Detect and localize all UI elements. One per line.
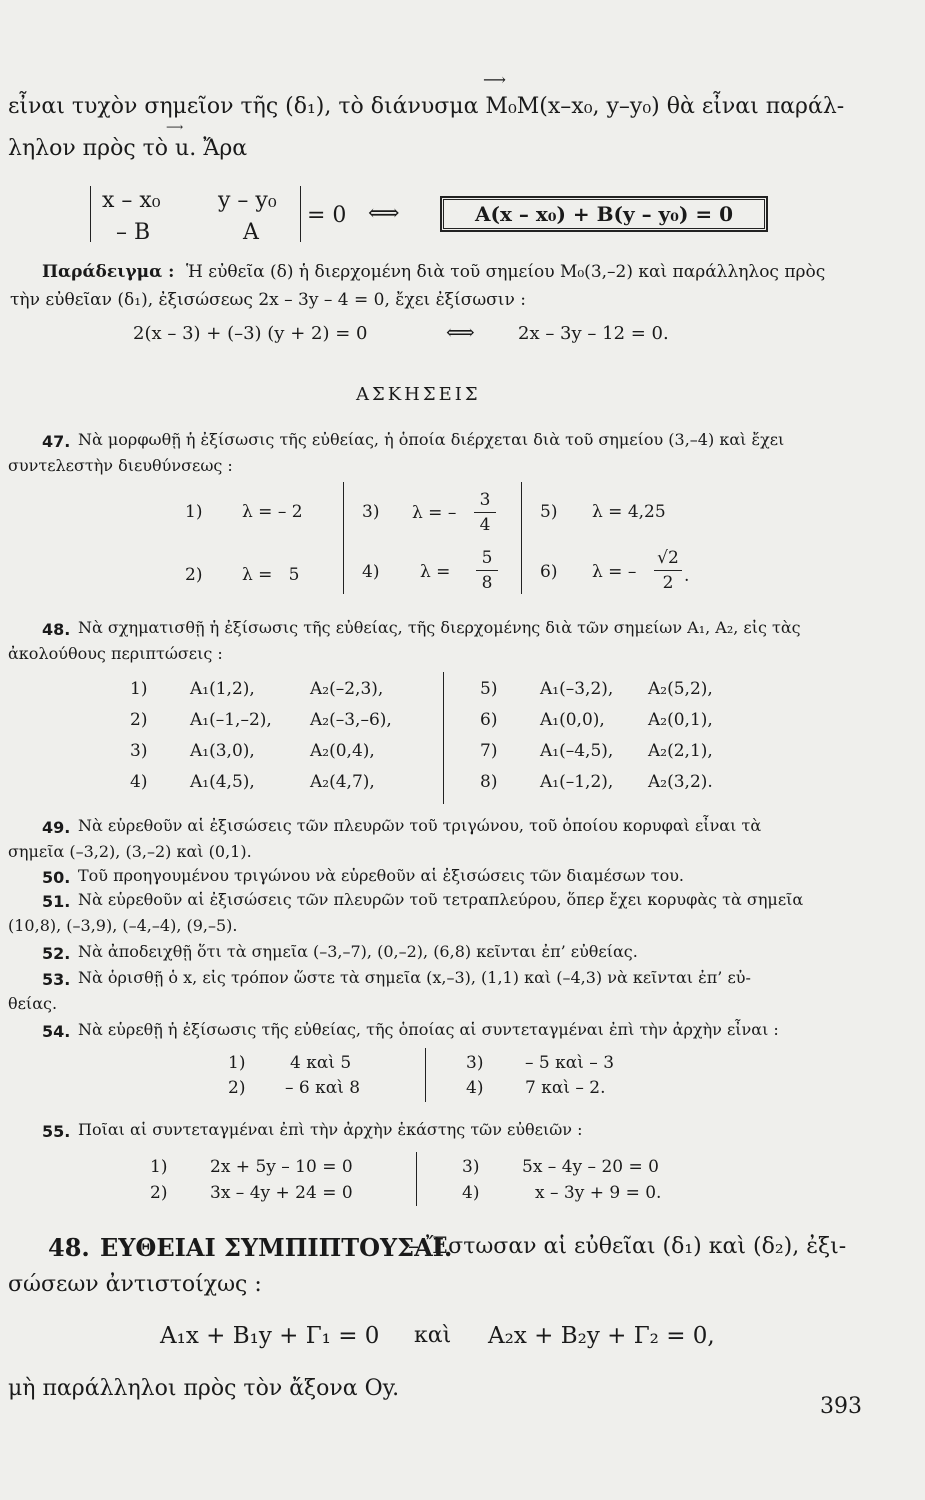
exercise-53-line-2: θείας. (8, 994, 58, 1013)
example-eq-right: 2x – 3y – 12 = 0. (518, 323, 669, 344)
ex48-row-3-a2: A₁(–4,5), (540, 741, 614, 761)
page-number: 393 (820, 1394, 862, 1419)
ex48-row-3-n: 3) (130, 741, 148, 761)
ex47-case-6: 6) (540, 562, 558, 582)
example-label: Παράδειγμα : (42, 262, 175, 282)
ex55-column-divider (416, 1152, 417, 1206)
exercise-51-line-1: Νὰ εὑρεθοῦν αἱ ἐξισώσεις τῶν πλευρῶν τοῦ τετραπλεύρου, ὅπερ ἔχει κορυφὰς τὰ σημεῖα (78, 890, 804, 909)
ex47-fraction-4-num: 5 (476, 546, 498, 571)
ex54-column-divider (425, 1048, 426, 1102)
exercise-53-number: 53. (42, 970, 71, 989)
exercise-52-number: 52. (42, 944, 71, 963)
ex47-value-5: λ = 4,25 (592, 502, 666, 522)
ex55-r1d: 5x – 4y – 20 = 0 (522, 1157, 659, 1177)
example-eq-left: 2(x – 3) + (–3) (y + 2) = 0 (133, 323, 368, 344)
ex47-case-5: 5) (540, 502, 558, 522)
ex47-value-3-prefix: λ = – (412, 503, 457, 523)
ex47-column-divider (343, 482, 344, 594)
ex47-fraction-3 (474, 488, 496, 537)
determinant-a21: – B (116, 220, 151, 245)
example-line-2: τὴν εὐθεῖαν (δ₁), ἐξισώσεως 2x – 3y – 4 = 0, ἔχει ἐξίσωσιν : (10, 290, 526, 310)
exercise-48-number: 48. (42, 620, 71, 639)
ex48-row-2-a2: A₁(0,0), (540, 710, 605, 730)
ex47-fraction-4 (476, 546, 498, 595)
example-line-1: Ἡ εὐθεῖα (δ) ἡ διερχομένη διὰ τοῦ σημείου M₀(3,–2) καὶ παράλληλος πρὸς (186, 262, 826, 282)
ex48-row-4-b2: A₂(3,2). (648, 772, 713, 792)
ex47-value-6-suffix: . (684, 566, 690, 586)
ex54-r1d: – 5 καὶ – 3 (525, 1053, 615, 1073)
ex55-r2b: 3x – 4y + 24 = 0 (210, 1183, 353, 1203)
ex55-r2c: 4) (462, 1183, 480, 1203)
ex48-row-1-b: A₂(–2,3), (310, 679, 384, 699)
ex47-value-1: λ = – 2 (242, 502, 303, 522)
ex47-value-6-prefix: λ = – (592, 562, 637, 582)
exercise-52-line-1: Νὰ ἀποδειχθῇ ὅτι τὰ σημεῖα (–3,–7), (0,–2), (6,8) κεῖνται ἐπ’ εὐθείας. (78, 942, 638, 961)
ex54-r1a: 1) (228, 1053, 246, 1073)
ex47-case-3: 3) (362, 502, 380, 522)
exercise-55-line-1: Ποῖαι αἱ συντεταγμέναι ἐπὶ τὴν ἀρχὴν ἑκάστης τῶν εὐθειῶν : (78, 1120, 583, 1139)
section-and: καὶ (414, 1323, 452, 1348)
section-title: ΕΥΘΕΙΑΙ ΣΥΜΠΙΠΤΟΥΣΑΙ. (100, 1233, 453, 1262)
ex47-value-2: λ = 5 (242, 565, 300, 585)
ex47-fraction-3-num: 3 (474, 488, 496, 513)
ex48-row-2-b2: A₂(0,1), (648, 710, 713, 730)
ex48-column-divider (443, 672, 444, 804)
vector-arrow-icon: ⟶ (483, 70, 506, 89)
section-equation-1: A₁x + B₁y + Γ₁ = 0 (160, 1323, 380, 1349)
equivalence-arrow-icon: ⟺ (368, 201, 400, 226)
exercise-50-number: 50. (42, 868, 71, 887)
boxed-equation: A(x – x₀) + B(y – y₀) = 0 (440, 196, 768, 232)
ex54-r2a: 2) (228, 1078, 246, 1098)
ex47-fraction-6-num: √2 (654, 546, 682, 571)
determinant-a12: y – y₀ (218, 188, 277, 213)
determinant-a11: x – x₀ (102, 188, 161, 213)
ex48-row-4-n: 4) (130, 772, 148, 792)
ex55-r1c: 3) (462, 1157, 480, 1177)
ex55-r2a: 2) (150, 1183, 168, 1203)
determinant-equals: = 0 (307, 203, 347, 228)
ex55-r1b: 2x + 5y – 10 = 0 (210, 1157, 353, 1177)
ex47-case-1: 1) (185, 502, 203, 522)
ex54-r2c: 4) (466, 1078, 484, 1098)
ex48-row-1-n: 1) (130, 679, 148, 699)
ex48-row-4-b: A₂(4,7), (310, 772, 375, 792)
ex48-row-3-b: A₂(0,4), (310, 741, 375, 761)
exercise-54-number: 54. (42, 1022, 71, 1041)
ex47-fraction-3-den: 4 (479, 515, 491, 535)
ex54-r1b: 4 καὶ 5 (290, 1053, 352, 1073)
exercise-50-line-1: Τοῦ προηγουμένου τριγώνου νὰ εὑρεθοῦν αἱ ἐξισώσεις τῶν διαμέσων του. (78, 866, 685, 885)
ex48-row-4-a2: A₁(–1,2), (540, 772, 614, 792)
ex48-row-3-a: A₁(3,0), (190, 741, 255, 761)
ex48-row-3-n2: 7) (480, 741, 498, 761)
exercise-53-line-1: Νὰ ὁρισθῇ ὁ x, εἰς τρόπον ὥστε τὰ σημεῖα (x,–3), (1,1) καὶ (–4,3) νὰ κεῖνται ἐπ’ εὐ- (78, 968, 751, 987)
ex55-r2d: x – 3y + 9 = 0. (535, 1183, 662, 1203)
ex47-case-4: 4) (362, 562, 380, 582)
exercise-51-number: 51. (42, 892, 71, 911)
ex47-fraction-6-den: 2 (662, 573, 674, 593)
ex48-row-4-n2: 8) (480, 772, 498, 792)
exercise-47-line-2: συντελεστὴν διευθύνσεως : (8, 456, 233, 475)
intro-line-1: εἶναι τυχὸν σημεῖον τῆς (δ₁), τὸ διάνυσμα M₀M(x–x₀, y–y₀) θὰ εἶναι παράλ- (8, 94, 845, 119)
ex48-row-2-b: A₂(–3,–6), (310, 710, 392, 730)
ex47-case-2: 2) (185, 565, 203, 585)
exercises-heading: ΑΣΚΗΣΕΙΣ (356, 384, 481, 405)
ex48-row-1-a2: A₁(–3,2), (540, 679, 614, 699)
exercise-54-line-1: Νὰ εὑρεθῇ ἡ ἐξίσωσις τῆς εὐθείας, τῆς ὁποίας αἱ συντεταγμέναι ἐπὶ τὴν ἀρχὴν εἶναι : (78, 1020, 779, 1039)
ex48-row-3-b2: A₂(2,1), (648, 741, 713, 761)
ex48-row-2-a: A₁(–1,–2), (190, 710, 272, 730)
ex54-r2d: 7 καὶ – 2. (525, 1078, 606, 1098)
ex54-r2b: – 6 καὶ 8 (285, 1078, 361, 1098)
ex48-row-1-b2: A₂(5,2), (648, 679, 713, 699)
exercise-48-line-1: Νὰ σχηματισθῇ ἡ ἐξίσωσις τῆς εὐθείας, τῆς διερχομένης διὰ τῶν σημείων A₁, A₂, εἰς τὰς (78, 618, 801, 637)
section-equation-2: A₂x + B₂y + Γ₂ = 0, (488, 1323, 715, 1349)
determinant-left-bar (90, 186, 91, 242)
ex48-row-1-a: A₁(1,2), (190, 679, 255, 699)
ex47-fraction-4-den: 8 (481, 573, 493, 593)
ex47-fraction-6 (654, 546, 682, 595)
ex54-r1c: 3) (466, 1053, 484, 1073)
ex47-column-divider (521, 482, 522, 594)
exercise-49-line-1: Νὰ εὑρεθοῦν αἱ ἐξισώσεις τῶν πλευρῶν τοῦ τριγώνου, τοῦ ὁποίου κορυφαὶ εἶναι τὰ (78, 816, 762, 835)
exercise-55-number: 55. (42, 1122, 71, 1141)
determinant-a22: A (243, 220, 259, 245)
ex55-r1a: 1) (150, 1157, 168, 1177)
exercise-47-number: 47. (42, 432, 71, 451)
ex47-value-4-prefix: λ = (420, 562, 451, 582)
exercise-51-line-2: (10,8), (–3,9), (–4,–4), (9,–5). (8, 916, 238, 935)
exercise-47-line-1: Νὰ μορφωθῇ ἡ ἐξίσωσις τῆς εὐθείας, ἡ ὁποία διέρχεται διὰ τοῦ σημείου (3,–4) καὶ ἔχει (78, 430, 785, 449)
section-intro-line-2: σώσεων ἀντιστοίχως : (8, 1272, 262, 1297)
section-intro-line-3: μὴ παράλληλοι πρὸς τὸν ἄξονα Oy. (8, 1376, 400, 1401)
equivalence-arrow-icon: ⟺ (446, 320, 475, 344)
determinant-right-bar (300, 186, 301, 242)
exercise-49-line-2: σημεῖα (–3,2), (3,–2) καὶ (0,1). (8, 842, 252, 861)
ex48-row-4-a: A₁(4,5), (190, 772, 255, 792)
section-intro-line-1: – Ἔστωσαν αἱ εὐθεῖαι (δ₁) καὶ (δ₂), ἐξι- (408, 1234, 847, 1259)
intro-line-2: ληλον πρὸς τὸ u. Ἄρα (8, 136, 248, 161)
exercise-48-line-2: ἀκολούθους περιπτώσεις : (8, 644, 223, 663)
ex48-row-2-n2: 6) (480, 710, 498, 730)
ex48-row-2-n: 2) (130, 710, 148, 730)
vector-arrow-icon: ⟶ (166, 120, 184, 134)
ex48-row-1-n2: 5) (480, 679, 498, 699)
section-number: 48. (48, 1233, 90, 1262)
exercise-49-number: 49. (42, 818, 71, 837)
